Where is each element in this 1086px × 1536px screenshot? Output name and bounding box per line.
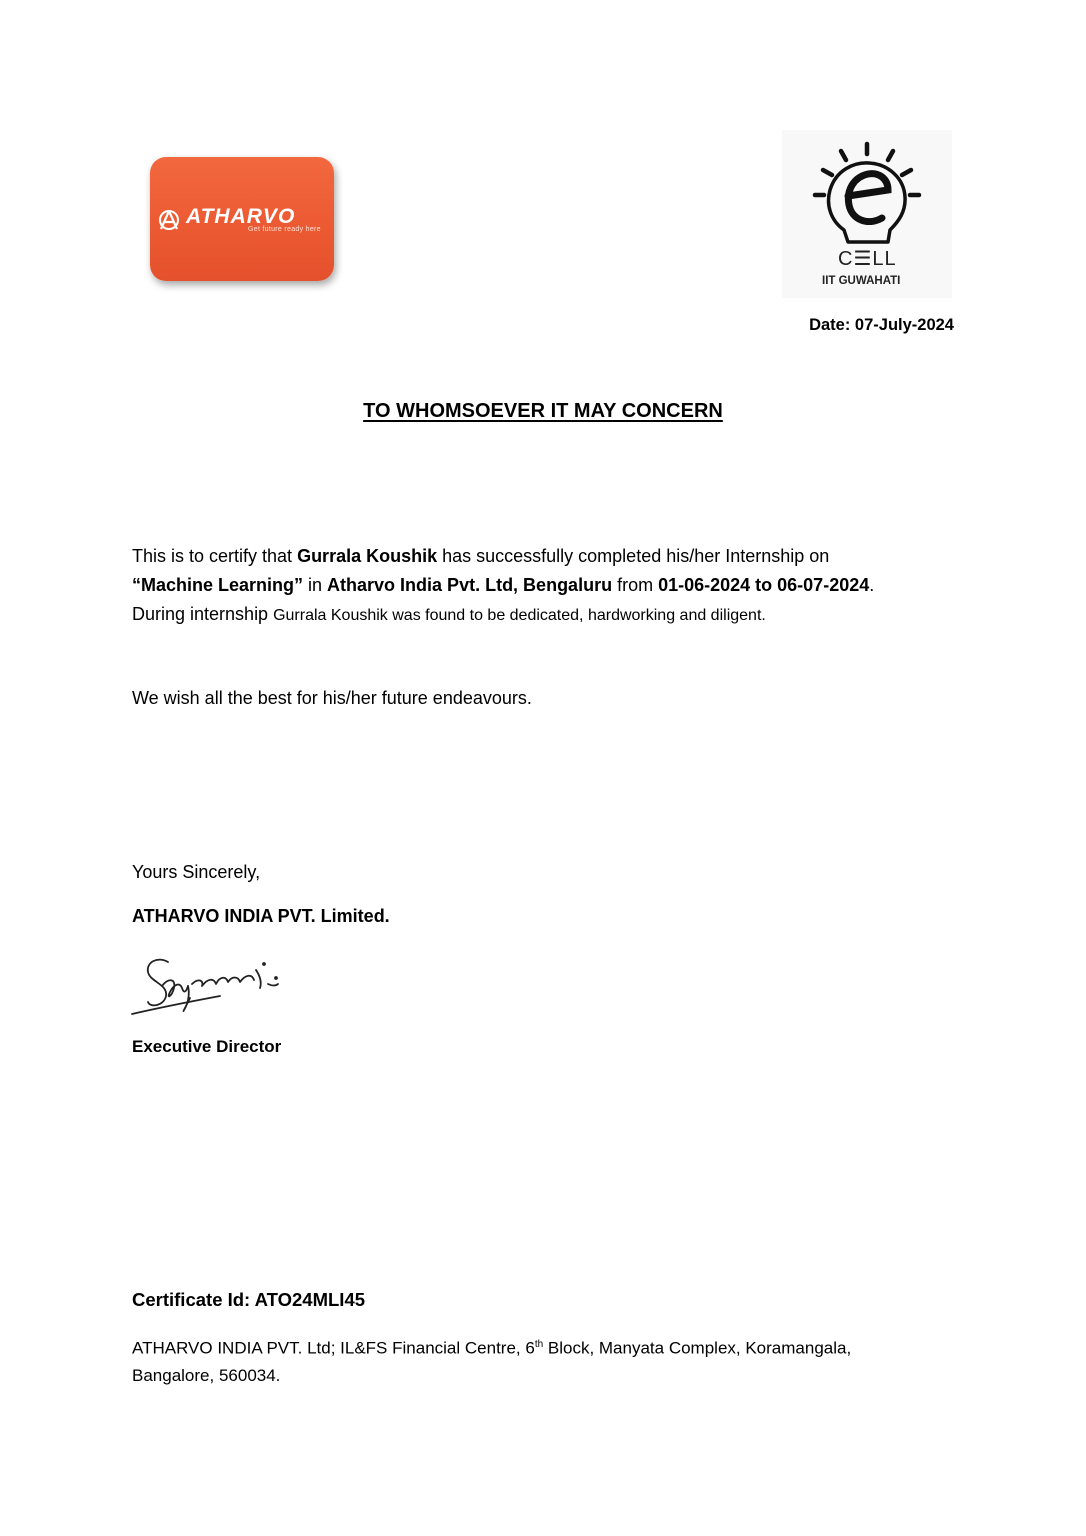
company-address (132, 1331, 952, 1389)
atharvo-wordmark: ATHARVO (186, 205, 296, 228)
signature-image (128, 948, 284, 1022)
internship-domain: “Machine Learning” (132, 575, 304, 595)
body-text: from (612, 575, 659, 595)
address-superscript: th (534, 1339, 544, 1350)
certificate-id: Certificate Id: ATO24MLI45 (132, 1289, 366, 1310)
closing-salutation: Yours Sincerely, (132, 862, 261, 882)
ecell-logo (782, 130, 952, 298)
best-wishes: We wish all the best for his/her future endeavours. (132, 688, 532, 708)
atharvo-logo (150, 157, 334, 281)
atharvo-tagline: Get future ready here (248, 226, 321, 233)
atharvo-emblem-icon (157, 209, 181, 231)
ecell-cell-text: C☰LL (838, 248, 897, 270)
address-line-2: Bangalore, 560034. (132, 1365, 281, 1385)
page-title: TO WHOMSOEVER IT MAY CONCERN (363, 400, 723, 422)
address-text: ATHARVO INDIA PVT. Ltd; IL&FS Financial Centre, 6 (132, 1338, 535, 1358)
company-name: Atharvo India Pvt. Ltd, Bengaluru (327, 575, 613, 595)
intern-name: Gurrala Koushik (297, 546, 438, 566)
intern-remarks: Gurrala Koushik was found to be dedicated, hardworking and diligent. (273, 607, 766, 624)
body-text: has successfully completed his/her Internship on (437, 546, 830, 566)
body-text: in (303, 575, 328, 595)
signer-designation: Executive Director (132, 1037, 282, 1056)
signing-company: ATHARVO INDIA PVT. Limited. (132, 906, 390, 926)
address-text: Block, Manyata Complex, Koramangala, (543, 1338, 852, 1358)
body-text: . (869, 575, 875, 595)
body-text: This is to certify that (132, 546, 298, 566)
ecell-institute: IIT GUWAHATI (822, 275, 901, 287)
lightbulb-icon (782, 130, 952, 298)
internship-period: 01-06-2024 to 06-07-2024 (658, 575, 870, 595)
issue-date: Date: 07-July-2024 (809, 316, 954, 334)
body-text: During internship (132, 604, 274, 624)
certificate-body (132, 542, 962, 630)
